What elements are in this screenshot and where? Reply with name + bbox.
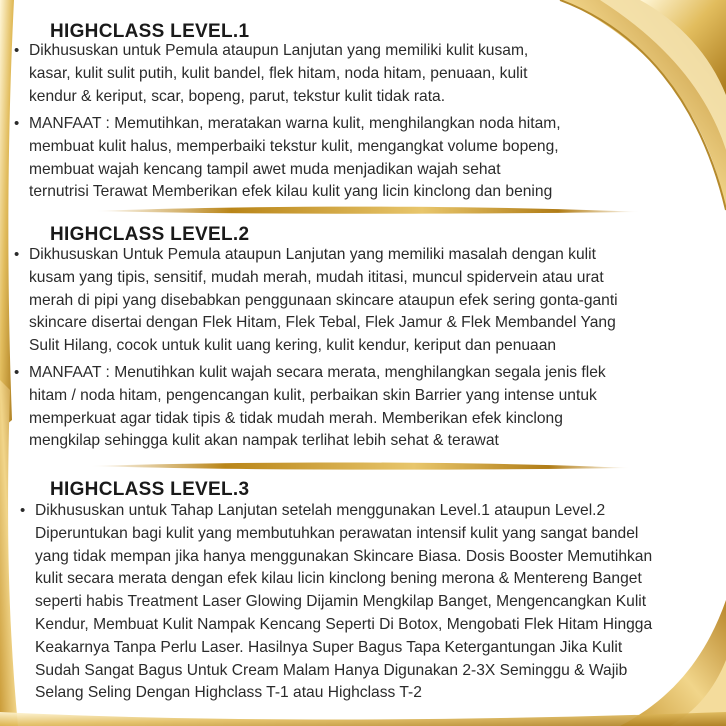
text-line: Dikhususkan untuk Tahap Lanjutan setelah menggunakan Level.1 ataupun Level.2 <box>35 502 606 519</box>
section-title-level-3: HIGHCLASS LEVEL.3 <box>50 479 250 500</box>
text-line: Sudah Sangat Bagus Untuk Cream Malam Hanya Digunakan 2-3X Seminggu & Wajib <box>35 661 628 679</box>
bullet-dot-icon: • <box>14 364 20 381</box>
text-line: hitam / noda hitam, pengencangan kulit, perbaikan skin Barrier yang intense untuk <box>29 386 597 404</box>
text-line: kendur & keriput, scar, bopeng, parut, tekstur kulit tidak rata. <box>29 87 446 105</box>
bullet-dot-icon: • <box>20 502 26 519</box>
text-line: MANFAAT : Menutihkan kulit wajah secara merata, menghilangkan segala jenis flek <box>29 364 606 381</box>
text-line: kasar, kulit sulit putih, kulit bandel, flek hitam, noda hitam, penuaan, kulit <box>29 64 528 82</box>
text-line: memperkuat agar tidak tipis & tidak mudah merah. Memberikan efek kinclong <box>29 409 563 427</box>
text-line: Keakarnya Tanpa Perlu Laser. Hasilnya Super Bagus Tapa Ketergantungan Jika Kulit <box>35 638 623 656</box>
text-line: Dikhususkan untuk Pemula ataupun Lanjutan yang memiliki kulit kusam, <box>29 42 529 59</box>
bullet-level-3-description <box>20 500 652 705</box>
text-line: MANFAAT : Memutihkan, meratakan warna kulit, menghilangkan noda hitam, <box>29 115 561 132</box>
text-line: membuat kulit halus, memperbaiki tekstur kulit, mengangkat volume bopeng, <box>29 137 559 155</box>
section-title-level-1: HIGHCLASS LEVEL.1 <box>50 21 250 42</box>
text-line: Selang Seling Dengan Highclass T-1 atau Highclass T-2 <box>35 684 422 702</box>
bullet-level-1-manfaat <box>14 113 561 204</box>
text-line: merah di pipi yang disebabkan penggunaan skincare ataupun efek sering gonta-ganti <box>29 291 618 309</box>
text-line: Diperuntukan bagi kulit yang membutuhkan perawatan intensif kulit yang sangat bandel <box>35 524 639 542</box>
bullet-level-2-description <box>14 244 618 358</box>
text-line: seperti habis Treatment Laser Glowing Dijamin Mengkilap Banget, Mengencangkan Kulit <box>35 593 647 611</box>
bullet-dot-icon: • <box>14 42 20 59</box>
section-title-level-2: HIGHCLASS LEVEL.2 <box>50 224 250 245</box>
text-line: skincare disertai dengan Flek Hitam, Flek Tebal, Flek Jamur & Flek Membandel Yang <box>29 314 616 332</box>
text-line: ternutrisi Terawat Memberikan efek kilau kulit yang licin kinclong dan bening <box>29 183 553 201</box>
bullet-dot-icon: • <box>14 246 20 263</box>
text-line: Dikhususkan Untuk Pemula ataupun Lanjutan yang memiliki masalah dengan kulit <box>29 246 596 263</box>
text-line: mengkilap sehingga kulit akan nampak terlihat lebih sehat & terawat <box>29 432 499 450</box>
text-line: kulit secara merata dengan efek kilau licin kinclong bening merona & Mentereng Banget <box>35 570 642 588</box>
text-line: Kendur, Membuat Kulit Nampak Kencang Seperti Di Botox, Mengobati Flek Hitam Hingga <box>35 615 653 633</box>
text-line: membuat wajah kencang tampil awet muda menjadikan wajah sehat <box>29 160 501 178</box>
text-line: yang tidak mempan jika hanya menggunakan Skincare Biasa. Dosis Booster Memutihkan <box>35 547 653 565</box>
text-line: Sulit Hilang, cocok untuk kulit uang kering, kulit kendur, keriput dan penuaan <box>29 337 557 355</box>
bullet-dot-icon: • <box>14 115 20 132</box>
bullet-level-2-manfaat <box>14 362 606 453</box>
bullet-level-1-description <box>14 40 528 108</box>
text-line: kusam yang tipis, sensitif, mudah merah, mudah ititasi, muncul spidervein atau urat <box>29 268 604 286</box>
